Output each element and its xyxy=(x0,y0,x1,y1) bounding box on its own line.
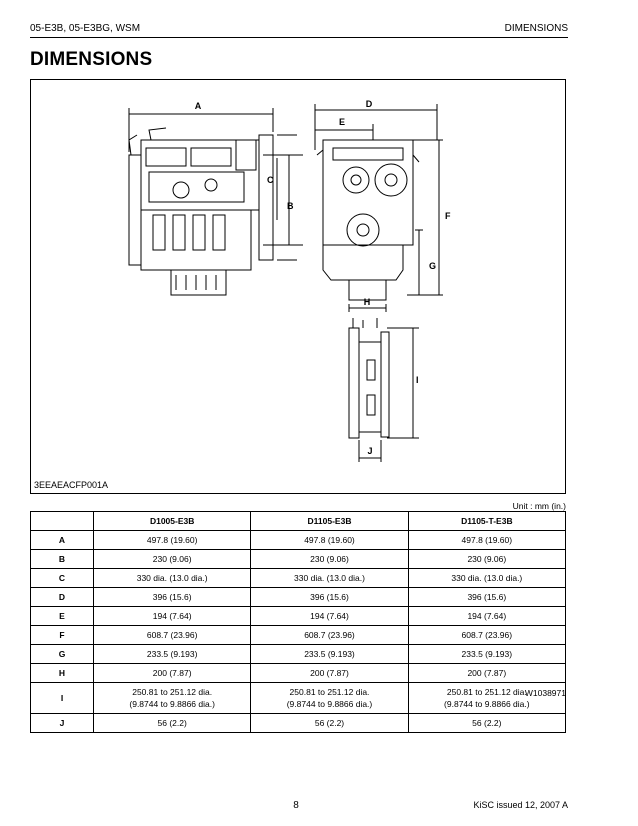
table-cell: 200 (7.87) xyxy=(94,664,251,683)
cell-line: 250.81 to 251.12 dia. xyxy=(289,687,370,697)
table-cell: 233.5 (9.193) xyxy=(94,645,251,664)
cell-line: (9.8744 to 9.8866 dia.) xyxy=(286,699,373,709)
table-cell: 233.5 (9.193) xyxy=(408,645,565,664)
engine-front-view xyxy=(317,140,419,300)
column-header-d1005-e3b: D1005-E3B xyxy=(94,512,251,531)
table-row xyxy=(31,626,566,645)
dimension-label-d: D xyxy=(365,99,373,109)
table-cell: 330 dia. (13.0 dia.) xyxy=(94,569,251,588)
table-cell: 230 (9.06) xyxy=(251,550,408,569)
page-number: 8 xyxy=(293,800,299,811)
header-section-title: DIMENSIONS xyxy=(504,23,568,34)
table-cell: 194 (7.64) xyxy=(94,607,251,626)
figure-id: 3EEAEACFP001A xyxy=(34,480,109,490)
engine-dimension-figure xyxy=(30,79,566,494)
cell-line: 250.81 to 251.12 dia. xyxy=(132,687,213,697)
table-cell: 396 (15.6) xyxy=(94,588,251,607)
table-row xyxy=(31,607,566,626)
table-cell: 56 (2.2) xyxy=(94,714,251,733)
unit-note: Unit : mm (in.) xyxy=(512,501,566,511)
row-label: D xyxy=(31,588,94,607)
dimension-label-f: F xyxy=(445,211,451,221)
table-cell: 194 (7.64) xyxy=(408,607,565,626)
table-cell: 56 (2.2) xyxy=(251,714,408,733)
cell-line: (9.8744 to 9.8866 dia.) xyxy=(444,699,530,709)
issue-note: KiSC issued 12, 2007 A xyxy=(473,800,568,810)
table-cell: 497.8 (19.60) xyxy=(251,531,408,550)
column-header-d1105-e3b: D1105-E3B xyxy=(251,512,408,531)
dimension-label-b: B xyxy=(287,201,294,211)
dimension-label-h: H xyxy=(363,297,371,307)
header-left-text: 05-E3B, 05-E3BG, WSM xyxy=(30,23,141,34)
dimension-label-j: J xyxy=(367,446,373,456)
table-cell: 233.5 (9.193) xyxy=(251,645,408,664)
row-label: B xyxy=(31,550,94,569)
table-row xyxy=(31,588,566,607)
table-row xyxy=(31,645,566,664)
cell-line: (9.8744 to 9.8866 dia.) xyxy=(129,699,215,709)
row-label: E xyxy=(31,607,94,626)
table-cell: 200 (7.87) xyxy=(408,664,565,683)
table-cell: 330 dia. (13.0 dia.) xyxy=(251,569,408,588)
table-cell: 194 (7.64) xyxy=(251,607,408,626)
table-row xyxy=(31,683,566,714)
table-row xyxy=(31,569,566,588)
table-cell: 230 (9.06) xyxy=(408,550,565,569)
reference-code: W1038971 xyxy=(524,688,566,698)
table-cell xyxy=(251,683,408,714)
header-rule xyxy=(30,37,568,38)
table-cell: 396 (15.6) xyxy=(251,588,408,607)
row-label: J xyxy=(31,714,94,733)
table-cell: 497.8 (19.60) xyxy=(94,531,251,550)
table-cell: 608.7 (23.96) xyxy=(94,626,251,645)
column-header-d1105-t-e3b: D1105-T-E3B xyxy=(408,512,565,531)
table-row xyxy=(31,714,566,733)
dimensions-table xyxy=(30,511,566,733)
cell-line: 250.81 to 251.12 dia. xyxy=(446,687,527,697)
table-row xyxy=(31,550,566,569)
table-cell: 230 (9.06) xyxy=(94,550,251,569)
dimension-label-c: C xyxy=(267,175,274,185)
row-label: G xyxy=(31,645,94,664)
table-cell: 56 (2.2) xyxy=(408,714,565,733)
table-header-row xyxy=(31,512,566,531)
table-cell: 396 (15.6) xyxy=(408,588,565,607)
table-row xyxy=(31,664,566,683)
table-cell: 330 dia. (13.0 dia.) xyxy=(408,569,565,588)
table-cell: 497.8 (19.60) xyxy=(408,531,565,550)
table-cell xyxy=(94,683,251,714)
engine-drawing xyxy=(31,80,567,495)
dimension-label-e: E xyxy=(338,117,346,127)
dimension-label-a: A xyxy=(194,101,202,111)
flywheel-housing-view xyxy=(349,318,389,438)
table-cell: 608.7 (23.96) xyxy=(251,626,408,645)
column-header-blank xyxy=(31,512,94,531)
row-label: I xyxy=(31,683,94,714)
row-label: F xyxy=(31,626,94,645)
row-label: A xyxy=(31,531,94,550)
row-label: H xyxy=(31,664,94,683)
engine-side-view xyxy=(129,128,273,295)
table-cell: 608.7 (23.96) xyxy=(408,626,565,645)
table-row xyxy=(31,531,566,550)
dimension-label-i: I xyxy=(416,375,419,385)
row-label: C xyxy=(31,569,94,588)
page-title: DIMENSIONS xyxy=(30,49,153,70)
dimension-label-g: G xyxy=(429,261,437,271)
table-cell: 200 (7.87) xyxy=(251,664,408,683)
